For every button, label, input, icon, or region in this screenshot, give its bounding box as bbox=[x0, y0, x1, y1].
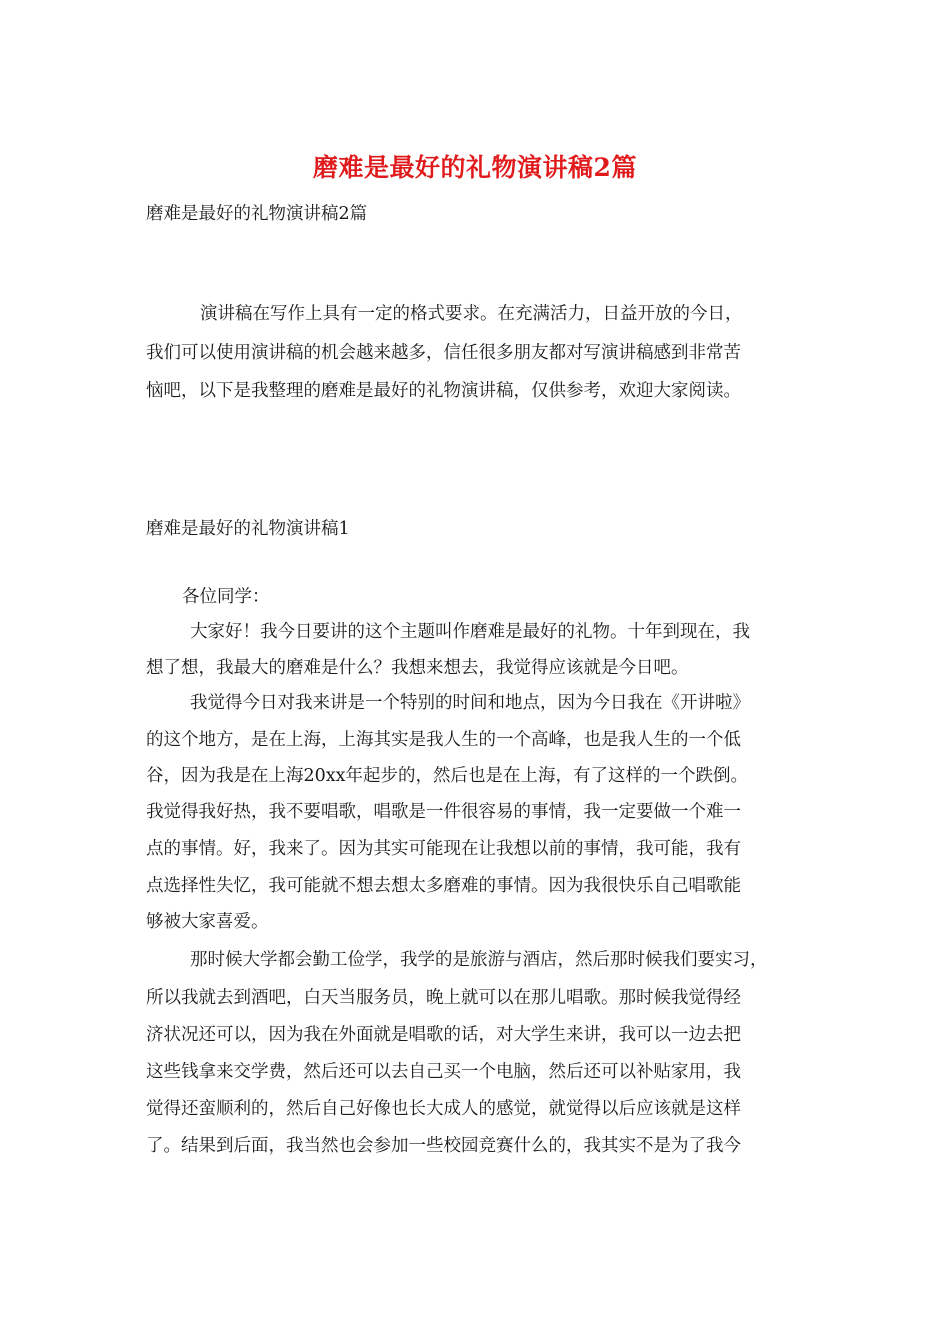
paragraph-line: 我觉得我好热，我不要唱歌，唱歌是一件很容易的事情，我一定要做一个难一 bbox=[146, 802, 741, 822]
intro-line: 恼吧，以下是我整理的磨难是最好的礼物演讲稿，仅供参考，欢迎大家阅读。 bbox=[146, 381, 741, 401]
intro-line: 演讲稿在写作上具有一定的格式要求。在充满活力，日益开放的今日， bbox=[200, 304, 743, 324]
paragraph-line: 谷，因为我是在上海20xx年起步的，然后也是在上海，有了这样的一个跌倒。 bbox=[146, 766, 749, 786]
greeting: 各位同学： bbox=[182, 587, 270, 607]
document-subtitle: 磨难是最好的礼物演讲稿2篇 bbox=[146, 204, 368, 224]
paragraph-line: 那时候大学都会勤工俭学，我学的是旅游与酒店，然后那时候我们要实习， bbox=[190, 950, 768, 970]
paragraph-line: 点的事情。好，我来了。因为其实可能现在让我想以前的事情，我可能，我有 bbox=[146, 839, 741, 859]
paragraph-line: 我觉得今日对我来讲是一个特别的时间和地点，因为今日我在《开讲啦》 bbox=[190, 693, 750, 713]
document-title: 磨难是最好的礼物演讲稿2篇 bbox=[313, 153, 637, 182]
paragraph-line: 觉得还蛮顺利的，然后自己好像也长大成人的感觉，就觉得以后应该就是这样 bbox=[146, 1099, 741, 1119]
intro-line: 我们可以使用演讲稿的机会越来越多，信任很多朋友都对写演讲稿感到非常苦 bbox=[146, 343, 741, 363]
paragraph-line: 点选择性失忆，我可能就不想去想太多磨难的事情。因为我很快乐自己唱歌能 bbox=[146, 876, 741, 896]
paragraph-line: 这些钱拿来交学费，然后还可以去自己买一个电脑，然后还可以补贴家用，我 bbox=[146, 1062, 741, 1082]
paragraph-line: 所以我就去到酒吧，白天当服务员，晚上就可以在那儿唱歌。那时候我觉得经 bbox=[146, 988, 741, 1008]
section-heading: 磨难是最好的礼物演讲稿1 bbox=[146, 519, 350, 539]
paragraph-line: 的这个地方，是在上海，上海其实是我人生的一个高峰，也是我人生的一个低 bbox=[146, 730, 741, 750]
paragraph-line: 想了想，我最大的磨难是什么？我想来想去，我觉得应该就是今日吧。 bbox=[146, 658, 689, 678]
paragraph-line: 大家好！我今日要讲的这个主题叫作磨难是最好的礼物。十年到现在，我 bbox=[190, 622, 750, 642]
paragraph-line: 济状况还可以，因为我在外面就是唱歌的话，对大学生来讲，我可以一边去把 bbox=[146, 1025, 741, 1045]
paragraph-line: 够被大家喜爱。 bbox=[146, 912, 269, 932]
paragraph-line: 了。结果到后面，我当然也会参加一些校园竞赛什么的，我其实不是为了我今 bbox=[146, 1136, 741, 1156]
